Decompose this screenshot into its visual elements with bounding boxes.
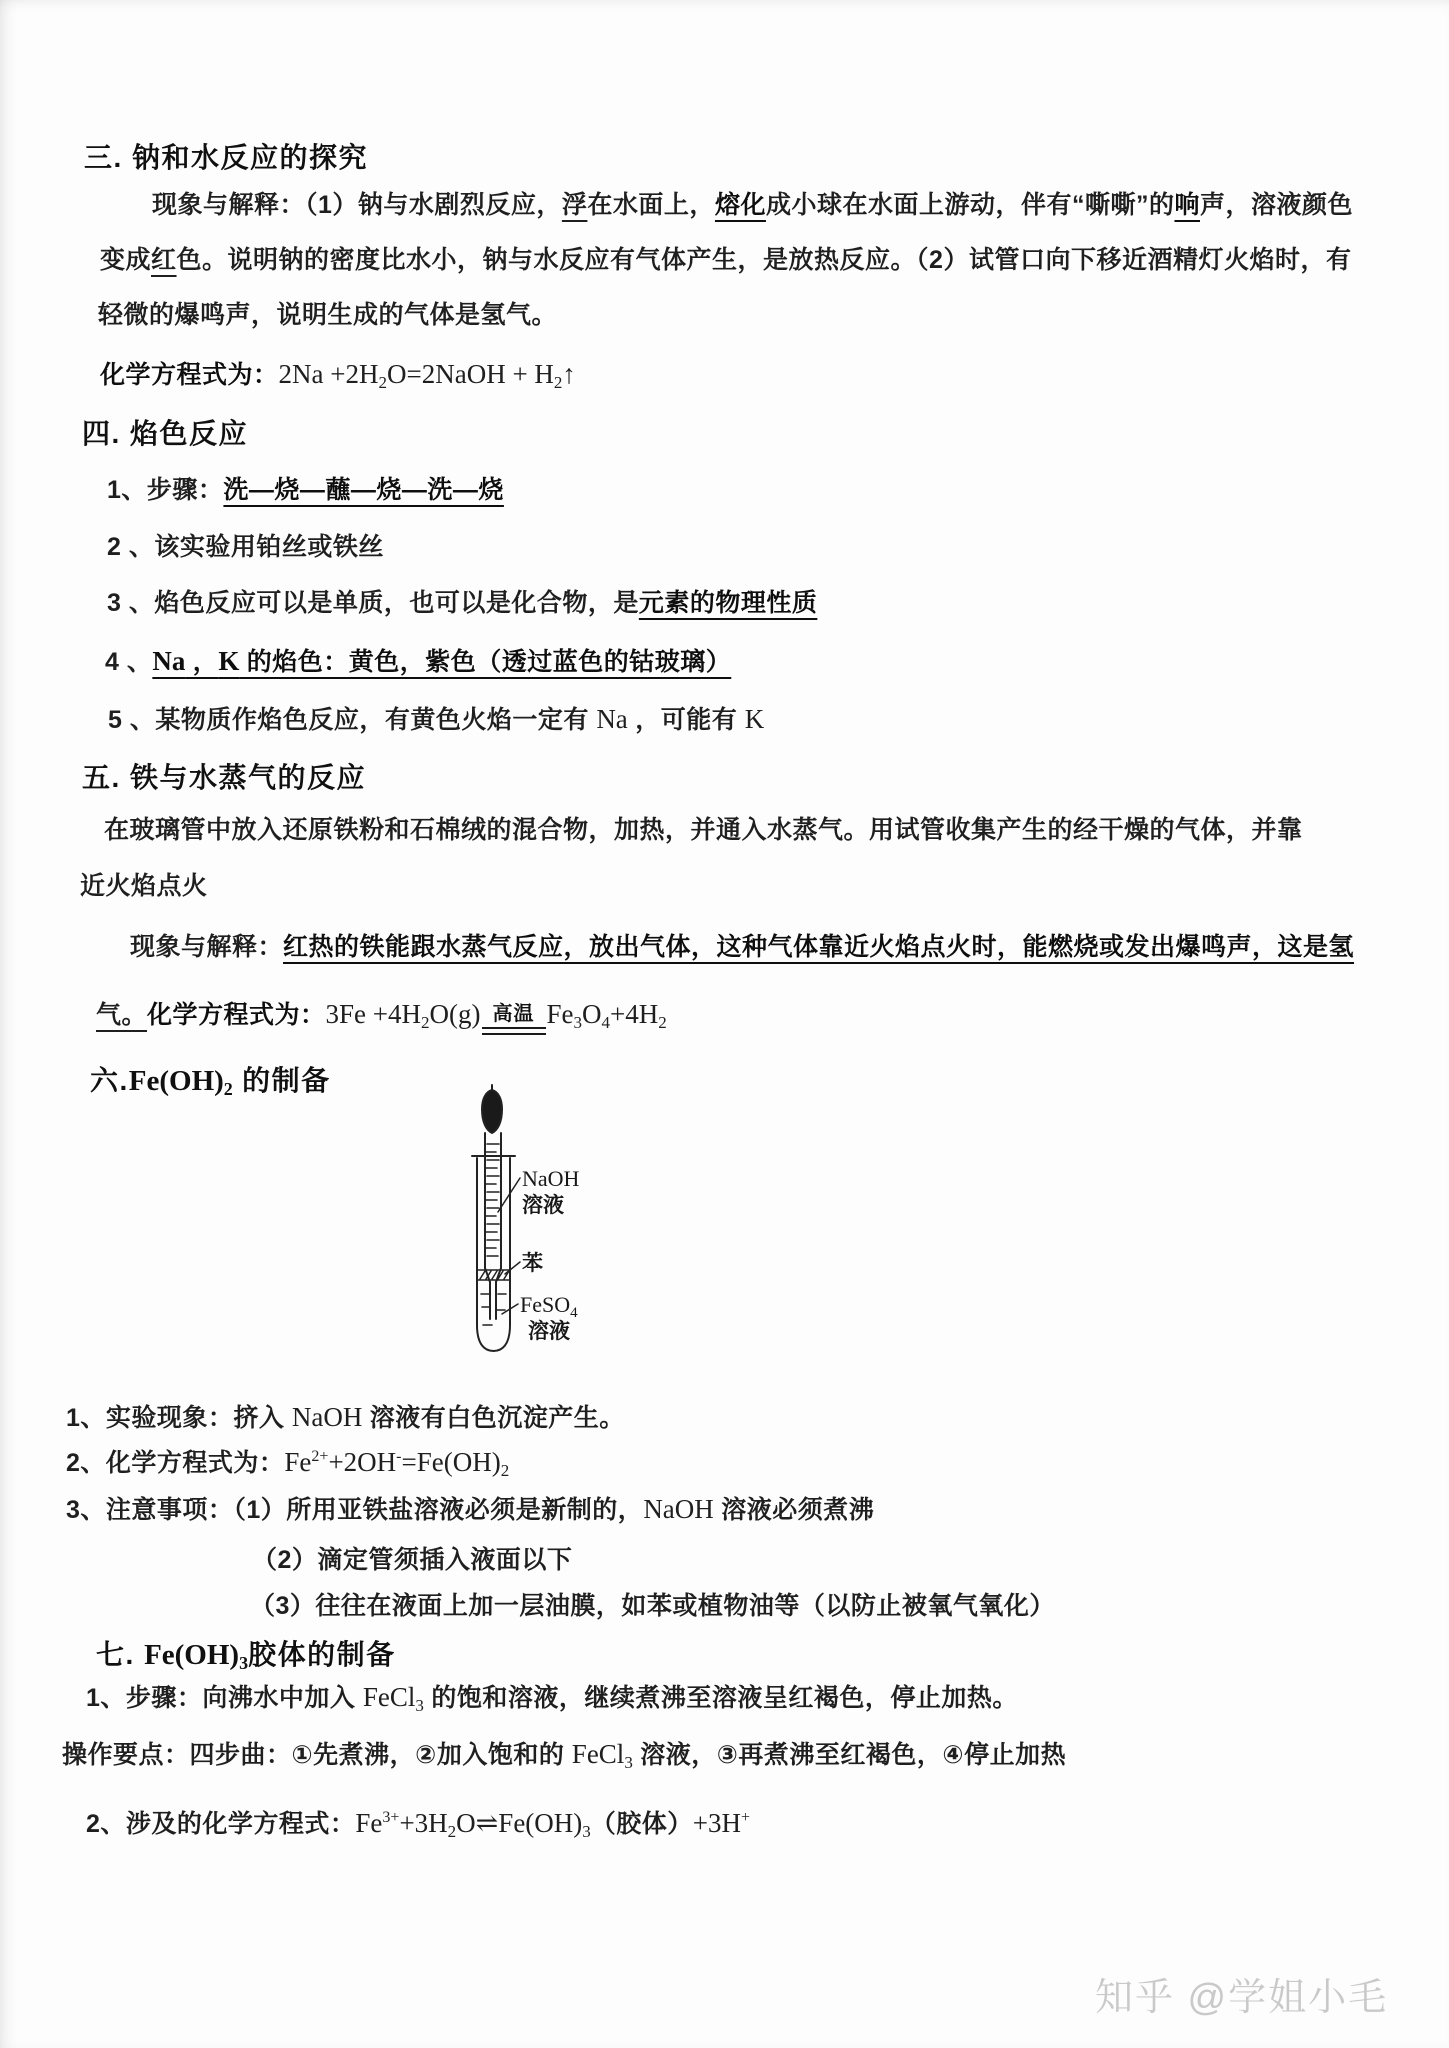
- flame-test-step-4: 4 、Na ，K 的焰色：黄色，紫色（透过蓝色的钴玻璃）: [105, 646, 732, 676]
- iron-steam-equation-line: [96, 996, 667, 1035]
- naoh-label-2: 溶液: [522, 1194, 564, 1217]
- benzene-label: 苯: [522, 1252, 543, 1275]
- section-5-heading: 五. 铁与水蒸气的反应: [82, 762, 367, 793]
- iron-steam-procedure-line-2: 近火焰点火: [80, 872, 208, 900]
- condition-label: 高温: [492, 1003, 535, 1025]
- sodium-water-equation: 化学方程式为：$2Na +2H_2O=2NaOH$ + $H_2↑$: [100, 359, 576, 392]
- equation-pre: 气。化学方程式为：$3Fe +4H_2O(g)$: [96, 999, 481, 1032]
- section-3-heading: 三. 钠和水反应的探究: [84, 142, 369, 173]
- equation-post: $Fe_3O_4+4H_2$: [546, 999, 667, 1032]
- fe-oh2-observation: 1、实验现象：挤入 NaOH 溶液有白色沉淀产生。: [66, 1402, 625, 1432]
- condition-double-line: [482, 1027, 546, 1035]
- iron-steam-phenomena-line: 现象与解释：红热的铁能跟水蒸气反应，放出气体，这种气体靠近火焰点火时，能燃烧或发出爆鸣声，这是氢: [130, 933, 1355, 961]
- fe-oh2-equation: 2、化学方程式为：$Fe^{2+}+2OH^-=Fe(OH)_2$: [66, 1447, 510, 1480]
- dropper-bulb-icon: [482, 1090, 502, 1133]
- feso4-label-2: 溶液: [528, 1320, 570, 1343]
- flame-test-step-2: 2 、该实验用铂丝或铁丝: [107, 533, 384, 561]
- flame-test-step-3: 3 、焰色反应可以是单质，也可以是化合物，是元素的物理性质: [107, 589, 818, 617]
- iron-steam-procedure-line-1: 在玻璃管中放入还原铁粉和石棉绒的混合物，加热，并通入水蒸气。用试管收集产生的经干燥的气体，并靠: [104, 816, 1303, 844]
- flame-test-step-1: 1、步骤：洗—烧—蘸—烧—洗—烧: [107, 476, 504, 504]
- watermark: 知乎 @学姐小毛: [1095, 1977, 1389, 2019]
- sodium-water-phenomena-line-3: 轻微的爆鸣声，说明生成的气体是氢气。: [98, 301, 558, 329]
- fe-oh2-note-3: （3）往往在液面上加一层油膜，如苯或植物油等（以防止被氧气氧化）: [250, 1592, 1055, 1620]
- dropper-tube: [485, 1133, 501, 1319]
- fe-oh2-apparatus-diagram: [452, 1082, 632, 1362]
- fe-oh3-key-points: 操作要点：四步曲：①先煮沸，②加入饱和的 FeCl$_3$ 溶液，③再煮沸至红褐色，④停止加热: [62, 1739, 1067, 1772]
- sodium-water-phenomena-line-2: 变成红色。说明钠的密度比水小，钠与水反应有气体产生，是放热反应。（2）试管口向下移近酒精灯火焰时，有: [100, 246, 1352, 274]
- reaction-condition: [482, 1003, 546, 1035]
- fe-oh2-note-1: 3、注意事项：（1）所用亚铁盐溶液必须是新制的，NaOH 溶液必须煮沸: [66, 1494, 875, 1524]
- fe-oh3-equation: 2、涉及的化学方程式：$Fe^{3+}+3H_2O\rightleftharpoons Fe(OH)_3$（胶体）+3H+: [86, 1808, 751, 1841]
- feso4-solution: [481, 1294, 506, 1325]
- fe-oh2-note-2: （2）滴定管须插入液面以下: [252, 1546, 573, 1574]
- benzene-layer: [477, 1270, 510, 1280]
- naoh-label: NaOH: [522, 1166, 580, 1191]
- fe-oh3-step: 1、步骤：向沸水中加入 FeCl$_3$ 的饱和溶液，继续煮沸至溶液呈红褐色，停止加热。: [86, 1682, 1018, 1715]
- naoh-solution-marks: [486, 1144, 499, 1256]
- section-7-heading: 七. $Fe(OH)_3$胶体的制备: [96, 1639, 396, 1673]
- section-4-heading: 四. 焰色反应: [82, 418, 249, 449]
- flame-test-step-5: 5 、某物质作焰色反应，有黄色火焰一定有 Na ，可能有 K: [108, 704, 765, 734]
- section-6-heading: 六$.Fe(OH)_2$ 的制备: [90, 1065, 331, 1099]
- test-tube: [472, 1156, 515, 1351]
- sodium-water-phenomena-line-1: 现象与解释：（1）钠与水剧烈反应，浮在水面上，熔化成小球在水面上游动，伴有“嘶嘶”的响声，溶液颜色: [152, 191, 1353, 219]
- feso4-label: FeSO$_4$: [520, 1292, 578, 1321]
